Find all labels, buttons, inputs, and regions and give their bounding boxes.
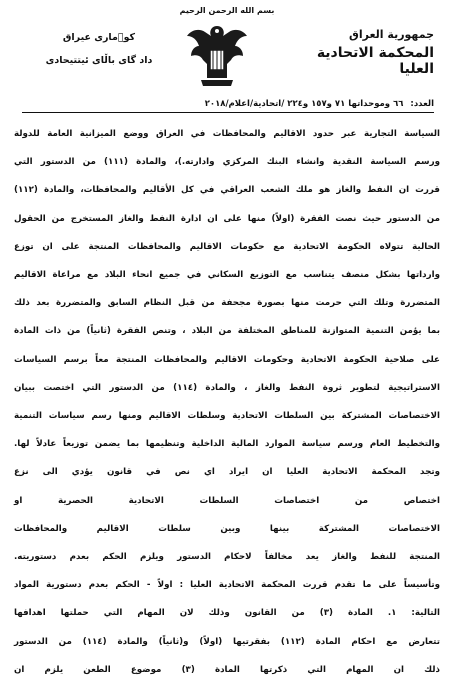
- reference-number: [14, 99, 434, 109]
- country-name-kurdish: كو٘ماری عیراق: [62, 32, 136, 43]
- text-line: التالية: ١. المادة (٣) من القانون وذلك لان المهام التي حملتها اهدافها: [14, 608, 440, 619]
- text-line: السياسة التجارية عبر حدود الاقاليم والمحافظات في العراق ووضع الميزانية العامة للدولة: [14, 129, 440, 139]
- country-name-arabic: جمهورية العراق: [349, 28, 434, 41]
- text-line: تتعارض مع احكام المادة (١١٢) بفقرتيها (اولاً) و(ثانياً) والمادة (١١٤) من الدستور: [14, 636, 440, 647]
- text-line: على صلاحية الحكومة الاتحادية وحكومات الاقاليم والمحافظات المنتجة معاً برسم السياسات: [14, 354, 440, 365]
- text-line: الاستراتيجية لتطوير ثروة النفط والغاز ، والمادة (١١٤) من الدستور التي اختصت ببيان: [14, 382, 440, 393]
- header-divider: [22, 112, 434, 113]
- court-name-kurdish: داد گای باڵای ئیتتیحادی: [45, 55, 153, 66]
- text-line: اختصاص من اختصاصات السلطات الاتحادية الحصرية او: [14, 495, 440, 506]
- text-line: قررت ان النفط والغاز هو ملك الشعب العراقي في كل الأقاليم والمحافظات، والمادة (١١٢): [14, 185, 440, 196]
- text-line: بما يؤمن التنمية المتوازنة للمناطق المختلفة من البلاد ، وتنص الفقرة (ثانياً) من ذات المادة: [14, 326, 440, 337]
- text-line: والتخطيط العام ورسم سياسة الموارد المالية الداخلية وتنظيمها بما يضمن توزيعاً عادلاً لها.: [14, 439, 440, 450]
- text-line: المنتجة للنفط والغاز يعد مخالفاً لاحكام الدستور ويلزم الحكم بعدم دستوريته.: [14, 552, 440, 563]
- text-line: وارداتها بشكل منصف يتناسب مع التوزيع السكاني في جميع انحاء البلاد مع مراعاة الاقاليم: [14, 270, 440, 281]
- text-line: المتضررة وتلك التي حرمت منها بصورة مجحفة من قبل النظام السابق والمتضررة بعد ذلك: [14, 298, 440, 309]
- ruling-body-text: [14, 120, 440, 675]
- letterhead-kurdish: [34, 32, 164, 66]
- letterhead-arabic: [284, 28, 434, 77]
- text-line: وتجد المحكمة الاتحادية العليا ان ايراد اي نص في قانون يؤدي الى نزع: [14, 467, 440, 478]
- text-line: الحالية تتولاه الحكومة الاتحادية مع حكومات الاقاليم والمحافظات المنتجة على ان توزع: [14, 241, 440, 252]
- text-line: ورسم السياسة النقدية وانشاء البنك المركزي وادارته.)، والمادة (١١١) من الدستور التي: [14, 157, 440, 168]
- iraq-eagle-emblem-icon: [185, 20, 249, 92]
- text-line: من الدستور حيث نصت الفقرة (اولاً) منها على ان ادارة النفط والغاز المستخرج من الحقول: [14, 213, 440, 224]
- reference-value: ٦٦ وموحداتها ٧١ و١٥٧ و٢٢٤ /اتحادية/اعلام/٢٠١٨: [204, 99, 404, 109]
- text-line: ذلك ان المهام التي ذكرتها المادة (٣) موضوع الطعن يلزم ان: [14, 664, 440, 675]
- text-line: وتأسيساً على ما تقدم قررت المحكمة الاتحادية العليا : اولاً - الحكم بعدم دستورية المواد: [14, 580, 440, 591]
- text-line: الاختصاصات المشتركة بينها وبين سلطات الاقاليم والمحافظات: [14, 523, 440, 534]
- court-name-arabic: المحكمة الاتحادية العليا: [316, 45, 434, 77]
- reference-label: العدد:: [410, 99, 434, 109]
- text-line: الاختصاصات المشتركة بين السلطات الاتحادية وسلطات الاقاليم ومنها رسم سياسات التنمية: [14, 411, 440, 422]
- basmala: بسم الله الرحمن الرحيم: [179, 6, 275, 15]
